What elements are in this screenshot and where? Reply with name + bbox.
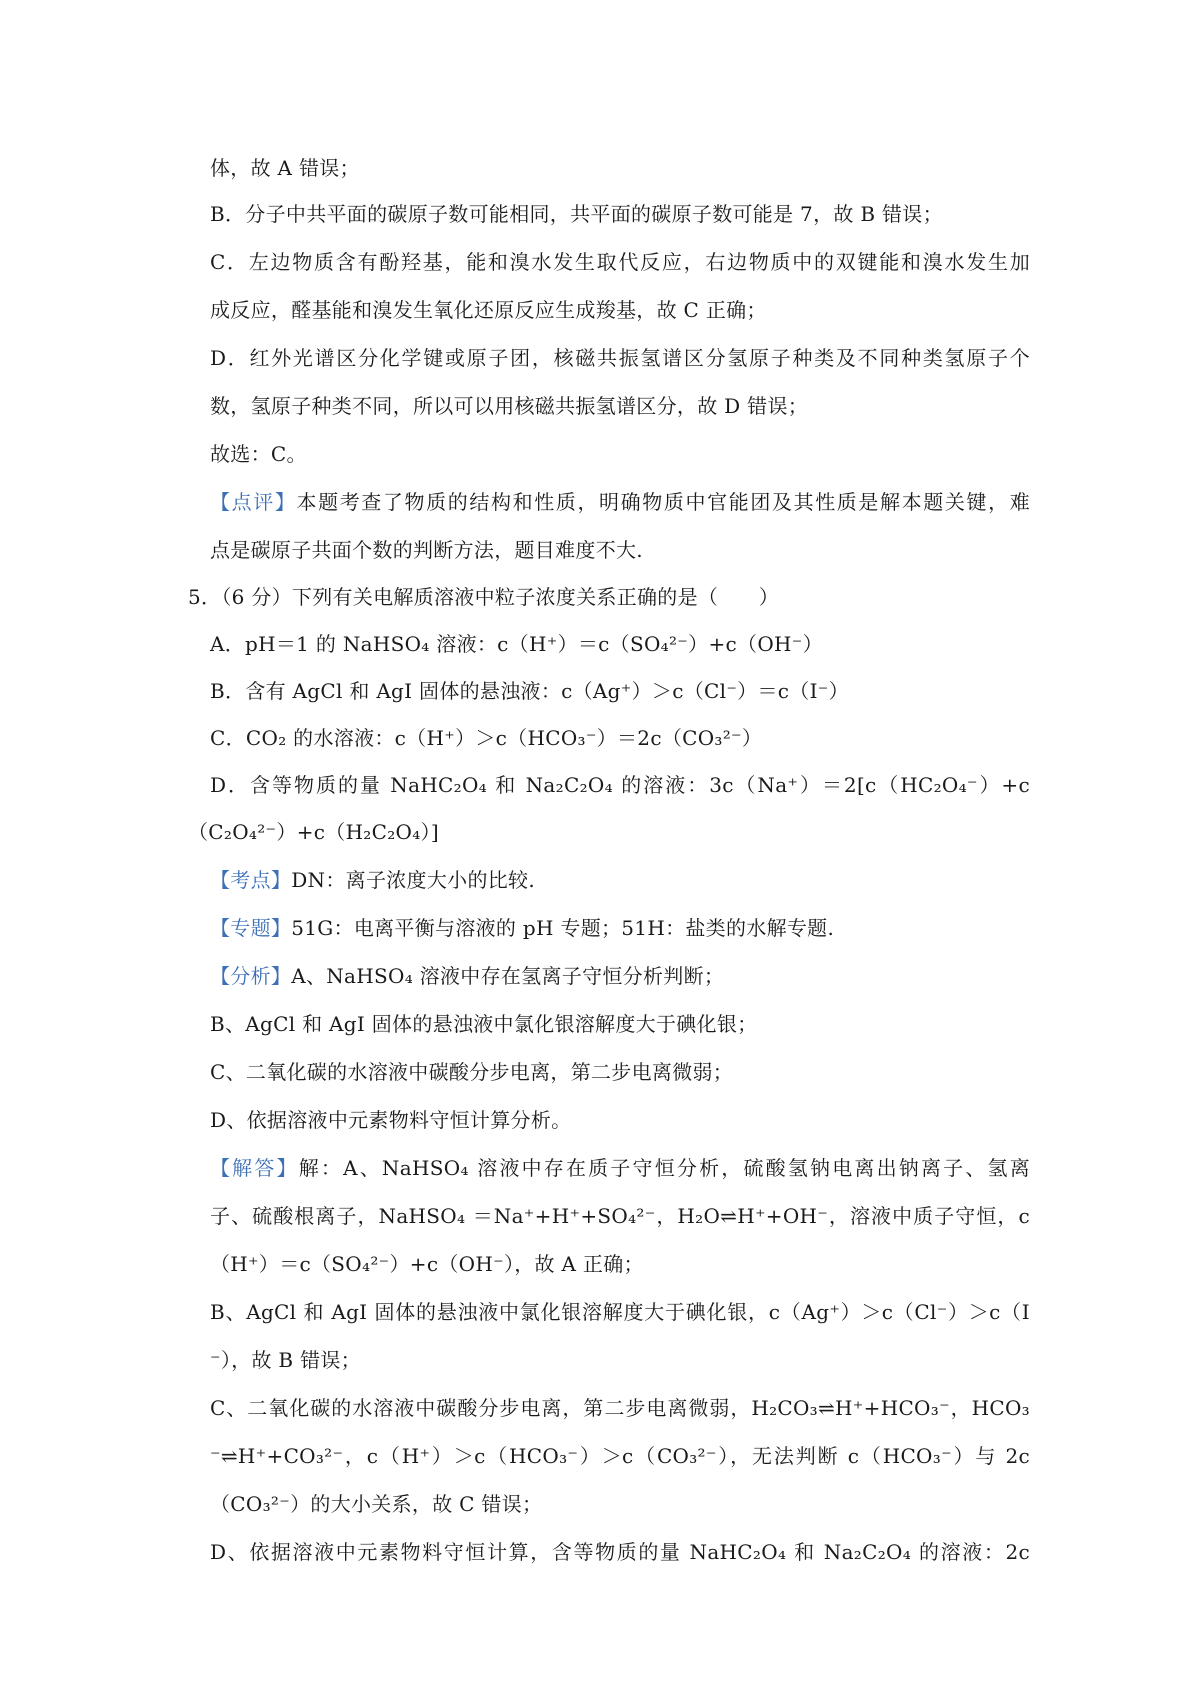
text-line: C．左边物质含有酚羟基，能和溴水发生取代反应，右边物质中的双键能和溴水发生加 <box>210 250 1030 274</box>
text-line: 故选：C。 <box>210 442 307 466</box>
option-c: C．CO₂ 的水溶液：c（H⁺）＞c（HCO₃⁻）＝2c（CO₃²⁻） <box>210 726 763 750</box>
text-line: 体，故 A 错误； <box>210 156 360 180</box>
zhuanti-line: 【专题】51G：电离平衡与溶液的 pH 专题；51H：盐类的水解专题. <box>210 916 835 940</box>
option-a: A．pH＝1 的 NaHSO₄ 溶液：c（H⁺）＝c（SO₄²⁻）+c（OH⁻） <box>210 632 823 656</box>
kaodian-line: 【考点】DN：离子浓度大小的比较. <box>210 868 535 892</box>
text-line: （H⁺）＝c（SO₄²⁻）+c（OH⁻），故 A 正确； <box>210 1252 644 1276</box>
section-tag: 【解答】 <box>210 1156 299 1180</box>
text-line: D、依据溶液中元素物料守恒计算分析。 <box>210 1108 572 1132</box>
question-title: 5．（6 分）下列有关电解质溶液中粒子浓度关系正确的是（ ） <box>188 585 780 609</box>
option-d-continued: （C₂O₄²⁻）+c（H₂C₂O₄）] <box>188 820 439 844</box>
text-line: C、二氧化碳的水溶液中碳酸分步电离，第二步电离微弱，H₂CO₃⇌H⁺+HCO₃⁻，HCO₃ <box>210 1396 1030 1420</box>
text-line: ⁻⇌H⁺+CO₃²⁻，c（H⁺）＞c（HCO₃⁻）＞c（CO₃²⁻），无法判断 c（HCO₃⁻）与 2c <box>210 1444 1030 1468</box>
text-line: 子、硫酸根离子，NaHSO₄ ＝Na⁺+H⁺+SO₄²⁻，H₂O⇌H⁺+OH⁻，溶液中质子守恒，c <box>210 1204 1030 1228</box>
comment-line: 【点评】本题考查了物质的结构和性质，明确物质中官能团及其性质是解本题关键，难 <box>210 490 1031 514</box>
section-tag: 【专题】 <box>210 916 292 940</box>
text-line: 数，氢原子种类不同，所以可以用核磁共振氢谱区分，故 D 错误； <box>210 394 809 418</box>
text-line: B、AgCl 和 AgI 固体的悬浊液中氯化银溶解度大于碘化银，c（Ag⁺）＞c（Cl⁻）＞c（I <box>210 1300 1030 1324</box>
text-line: D．红外光谱区分化学键或原子团，核磁共振氢谱区分氢原子种类及不同种类氢原子个 <box>210 346 1030 370</box>
text-line: 成反应，醛基能和溴发生氧化还原反应生成羧基，故 C 正确； <box>210 298 767 322</box>
section-tag: 【考点】 <box>210 868 292 892</box>
text-line: B、AgCl 和 AgI 固体的悬浊液中氯化银溶解度大于碘化银； <box>210 1012 758 1036</box>
section-tag: 【分析】 <box>210 964 292 988</box>
option-b: B．含有 AgCl 和 AgI 固体的悬浊液：c（Ag⁺）＞c（Cl⁻）＝c（I⁻） <box>210 679 849 703</box>
jieda-line: 【解答】解：A、NaHSO₄ 溶液中存在质子守恒分析，硫酸氢钠电离出钠离子、氢离 <box>210 1156 1030 1180</box>
text-line: D、依据溶液中元素物料守恒计算，含等物质的量 NaHC₂O₄ 和 Na₂C₂O₄ 的溶液：2c <box>210 1540 1030 1564</box>
section-tag: 【点评】 <box>210 490 297 514</box>
fenxi-line: 【分析】A、NaHSO₄ 溶液中存在氢离子守恒分析判断； <box>210 964 725 988</box>
text-line: （CO₃²⁻）的大小关系，故 C 错误； <box>210 1492 543 1516</box>
text-line: 点是碳原子共面个数的判断方法，题目难度不大. <box>210 538 643 562</box>
option-d: D．含等物质的量 NaHC₂O₄ 和 Na₂C₂O₄ 的溶液：3c（Na⁺）＝2[c（HC₂O₄⁻）+c <box>210 773 1030 797</box>
text-line: C、二氧化碳的水溶液中碳酸分步电离，第二步电离微弱； <box>210 1060 734 1084</box>
text-line: B．分子中共平面的碳原子数可能相同，共平面的碳原子数可能是 7，故 B 错误； <box>210 202 943 226</box>
text-line: ⁻），故 B 错误； <box>210 1348 361 1372</box>
